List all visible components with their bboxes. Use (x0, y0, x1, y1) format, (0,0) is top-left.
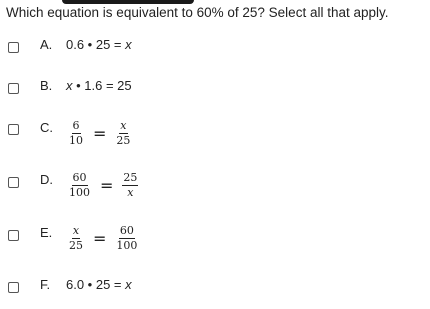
option-e-checkbox[interactable] (8, 230, 19, 241)
option-a-letter: A. (40, 37, 53, 52)
option-d-left-denominator: 100 (69, 186, 90, 199)
option-e-equation (67, 225, 139, 252)
option-c-equals: = (93, 124, 107, 143)
option-b-equation (66, 78, 132, 93)
option-f[interactable] (0, 276, 430, 306)
option-a[interactable] (0, 36, 430, 66)
option-e-right-numerator: 60 (119, 224, 134, 237)
option-e-letter: E. (40, 225, 53, 240)
option-b-variable: x (66, 78, 73, 93)
option-f-equation (66, 277, 132, 292)
option-c-right-numerator: x (120, 119, 127, 132)
option-b[interactable] (0, 77, 430, 107)
option-a-variable: x (125, 37, 132, 52)
top-bar (62, 0, 194, 4)
option-f-variable: x (125, 277, 132, 292)
option-b-checkbox[interactable] (8, 83, 19, 94)
option-c[interactable] (0, 118, 430, 148)
option-e[interactable] (0, 224, 430, 254)
option-e-left-denominator: 25 (69, 239, 83, 252)
question-text: Which equation is equivalent to 60% of 25? Select all that apply. (6, 5, 389, 20)
option-d-right-denominator: x (127, 186, 134, 199)
option-e-left-fraction (67, 225, 85, 252)
option-c-left-numerator: 6 (72, 119, 80, 132)
option-c-letter: C. (40, 120, 53, 135)
option-c-equation (67, 120, 132, 147)
option-c-right-fraction (114, 120, 132, 147)
option-d-equals: = (100, 176, 114, 195)
option-b-text-after: • 1.6 = 25 (72, 78, 132, 93)
option-d-equation (67, 172, 139, 199)
option-d-right-fraction (121, 172, 139, 199)
option-d-letter: D. (40, 172, 53, 187)
option-d-left-fraction (67, 172, 92, 199)
option-c-right-denominator: 25 (116, 134, 131, 147)
option-c-left-denominator: 10 (69, 134, 83, 147)
option-e-equals: = (93, 229, 107, 248)
option-a-checkbox[interactable] (8, 42, 19, 53)
option-e-right-denominator: 100 (116, 239, 138, 252)
option-d-right-numerator: 25 (123, 171, 138, 184)
option-d[interactable] (0, 171, 430, 201)
option-c-left-fraction (67, 120, 85, 147)
option-e-right-fraction (114, 225, 139, 252)
option-a-equation (66, 37, 132, 52)
option-f-letter: F. (40, 277, 51, 292)
option-f-text-before: 6.0 • 25 = (66, 277, 126, 292)
option-b-letter: B. (40, 78, 53, 93)
option-d-checkbox[interactable] (8, 177, 19, 188)
option-c-checkbox[interactable] (8, 124, 19, 135)
option-e-left-numerator: x (72, 224, 80, 237)
option-d-left-numerator: 60 (72, 171, 87, 184)
option-a-text-before: 0.6 • 25 = (66, 37, 126, 52)
option-f-checkbox[interactable] (8, 282, 19, 293)
